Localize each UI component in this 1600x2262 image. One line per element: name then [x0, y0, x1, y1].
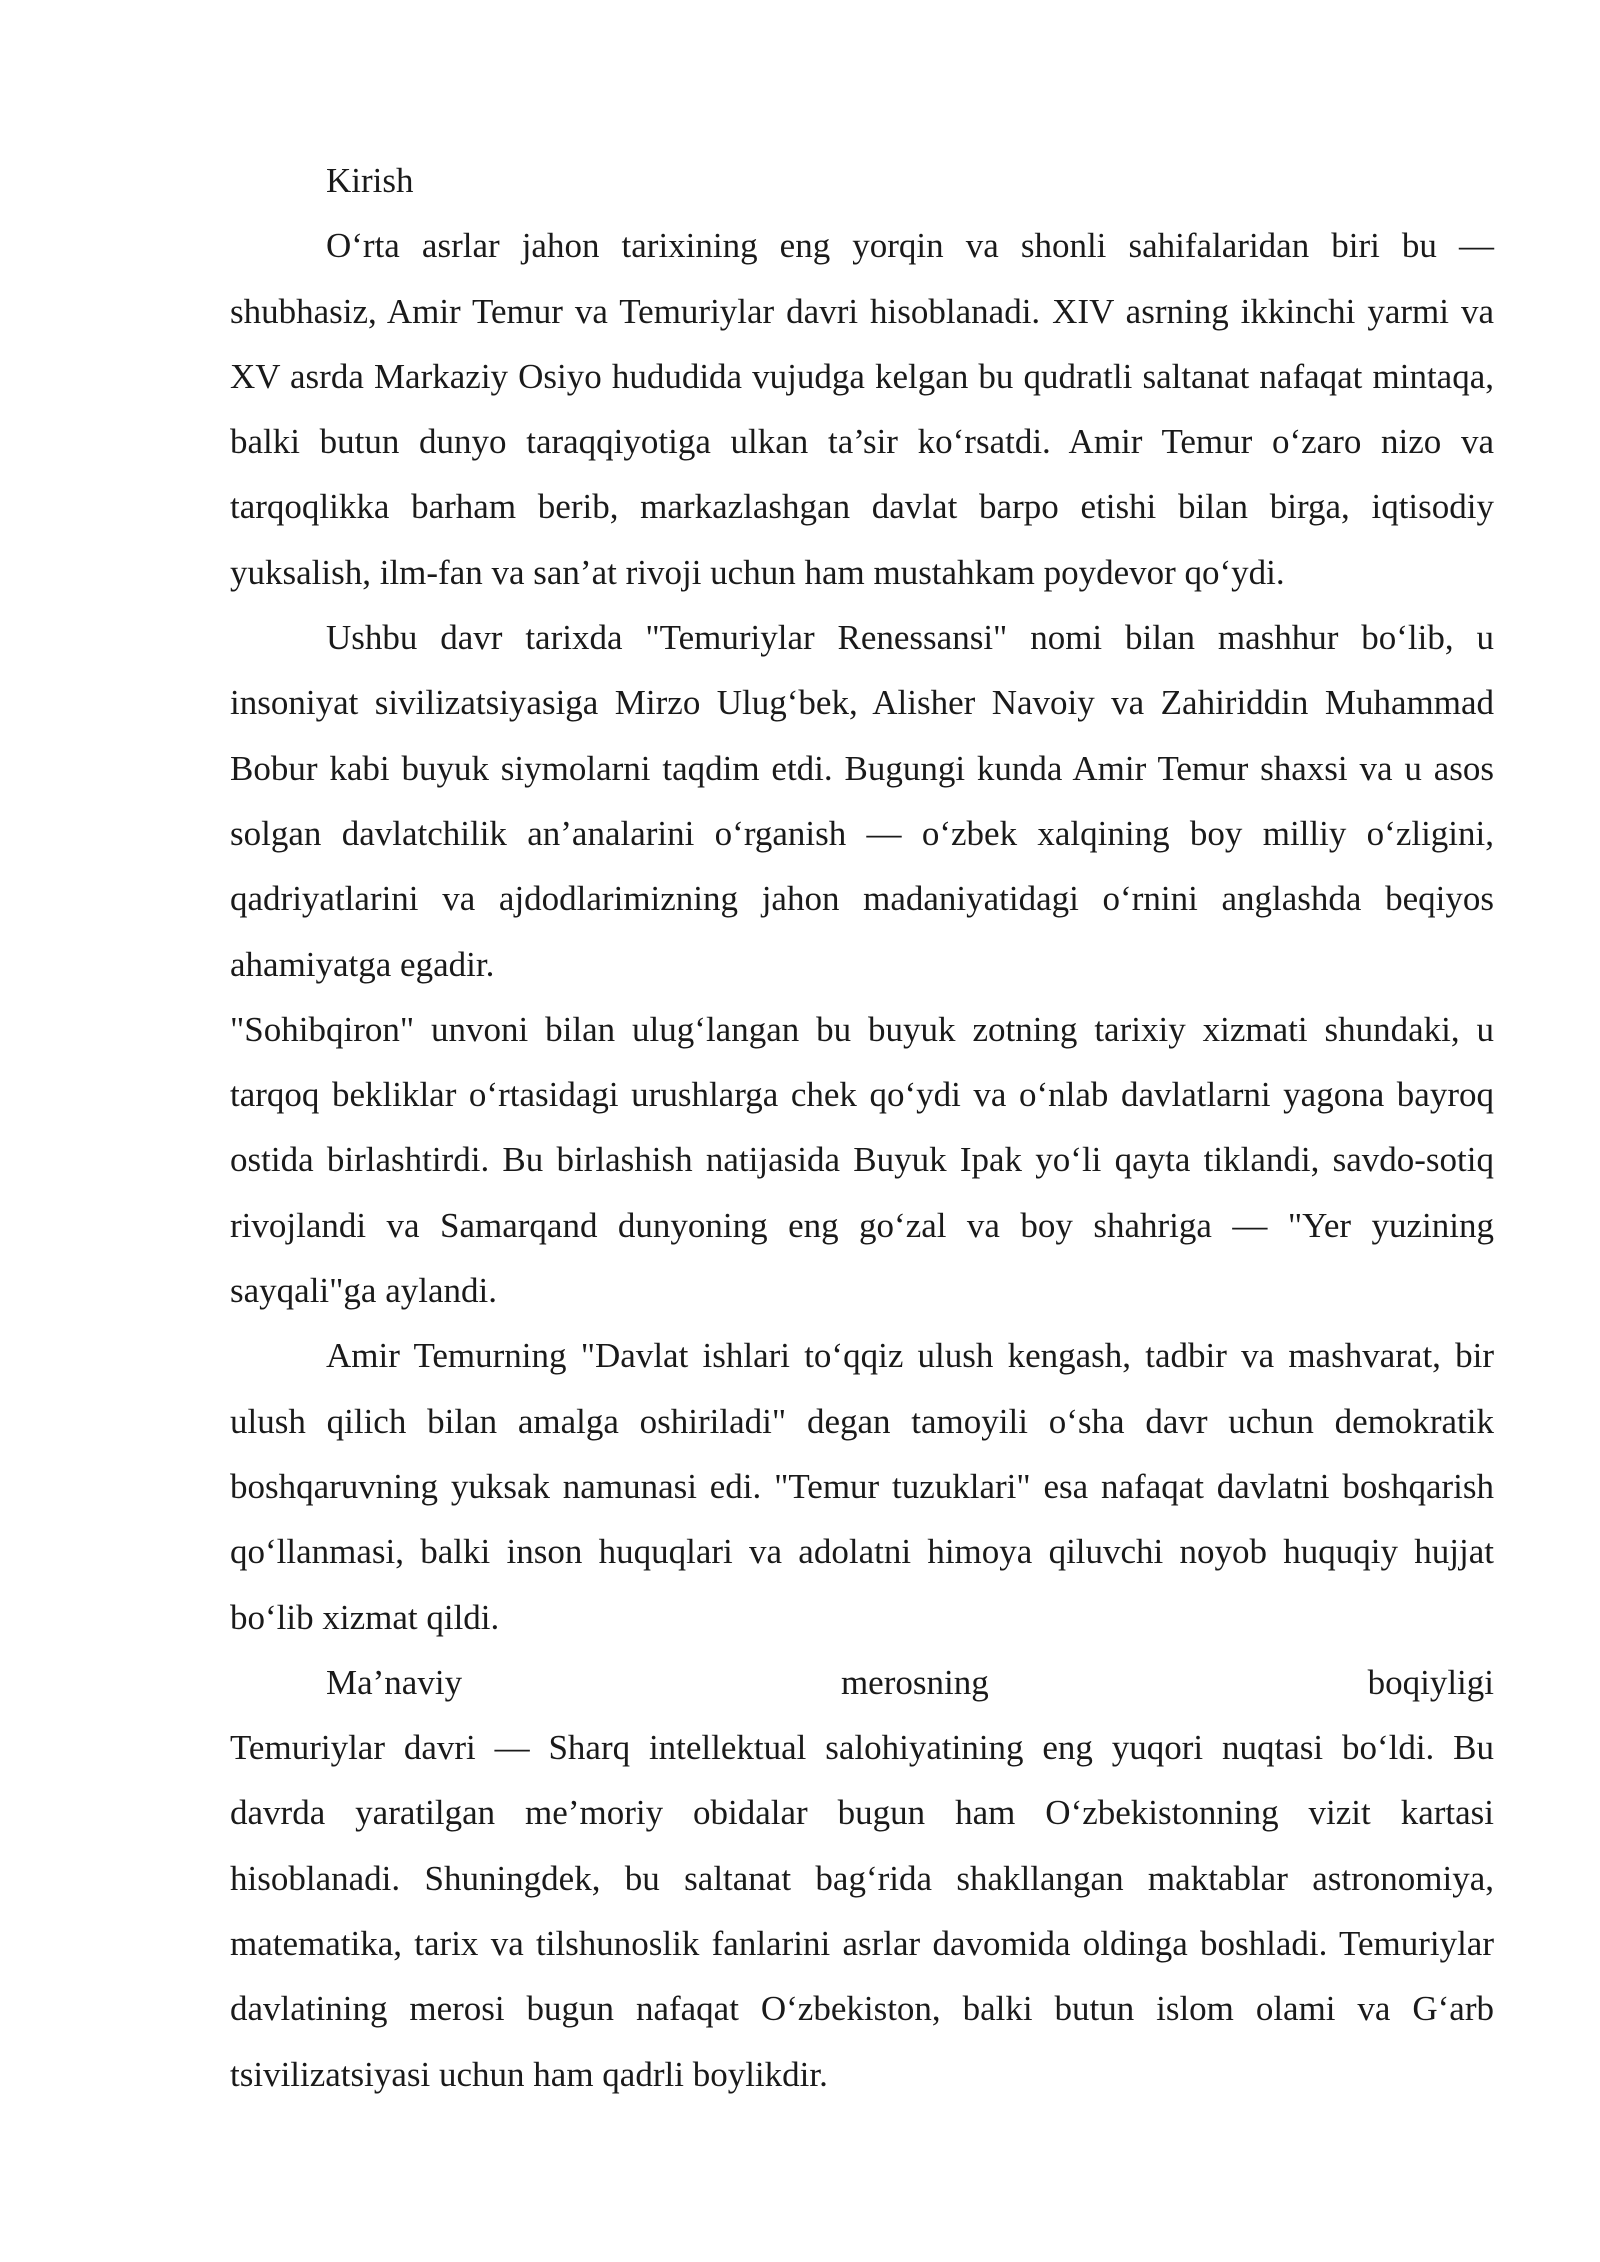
- paragraph-intro: O‘rta asrlar jahon tarixining eng yorqin va shonli sahifalaridan biri bu — shubhasiz, Amir Temur va Temuriylar davri hisoblanadi. XIV asrning ikkinchi yarmi va XV asrda Markaziy Osiyo hududida vujudga kelgan bu qudratli saltanat nafaqat mintaqa, balki butun dunyo taraqqiyotiga ulkan ta’sir ko‘rsatdi. Amir Temur o‘zaro nizo va tarqoqlikka barham berib, markazlashgan davlat barpo etishi bilan birga, iqtisodiy yuksalish, ilm-fan va san’at rivoji uchun ham mustahkam poydevor qo‘ydi.: [230, 226, 1494, 592]
- paragraph-governance: Amir Temurning "Davlat ishlari to‘qqiz ulush kengash, tadbir va mashvarat, bir ulush qilich bilan amalga oshiriladi" degan tamoyili o‘sha davr uchun demokratik boshqaruvning yuksak namunasi edi. "Temur tuzuklari" esa nafaqat davlatni boshqarish qo‘llanmasi, balki inson huquqlari va adolatni himoya qiluvchi noyob huquqiy hujjat bo‘lib xizmat qildi.: [230, 1336, 1494, 1637]
- document-page: [230, 148, 1494, 2107]
- paragraph-sohibqiron: "Sohibqiron" unvoni bilan ulug‘langan bu buyuk zotning tarixiy xizmati shundaki, u tarqoq bekliklar o‘rtasidagi urushlarga chek qo‘ydi va o‘nlab davlatlarni yagona bayroq ostida birlashtirdi. Bu birlashish natijasida Buyuk Ipak yo‘li qayta tiklandi, savdo-sotiq rivojlandi va Samarqand dunyoning eng go‘zal va boy shahriga — "Yer yuzining sayqali"ga aylandi.: [230, 1009, 1494, 1311]
- heading-kirish: Kirish: [326, 161, 414, 200]
- paragraph-legacy: Temuriylar davri — Sharq intellektual salohiyatining eng yuqori nuqtasi bo‘ldi. Bu davrda yaratilgan me’moriy obidalar bugun ham O‘zbekistonning vizit kartasi hisoblanadi. Shuningdek, bu saltanat bag‘rida shakllangan maktablar astronomiya, matematika, tarix va tilshunoslik fanlarini asrlar davomida oldinga boshladi. Temuriylar davlatining merosi bugun nafaqat O‘zbekiston, balki butun islom olami va G‘arb tsivilizatsiyasi uchun ham qadrli boylikdir.: [230, 1728, 1494, 2094]
- subheading-legacy: Ma’naviy merosning boqiyligi: [326, 1662, 1494, 1702]
- paragraph-renaissance: Ushbu davr tarixda "Temuriylar Renessansi" nomi bilan mashhur bo‘lib, u insoniyat sivilizatsiyasiga Mirzo Ulug‘bek, Alisher Navoiy va Zahiriddin Muhammad Bobur kabi buyuk siymolarni taqdim etdi. Bugungi kunda Amir Temur shaxsi va u asos solgan davlatchilik an’analarini o‘rganish — o‘zbek xalqining boy milliy o‘zligini, qadriyatlarini va ajdodlarimizning jahon madaniyatidagi o‘rnini anglashda beqiyos ahamiyatga egadir.: [230, 618, 1494, 984]
